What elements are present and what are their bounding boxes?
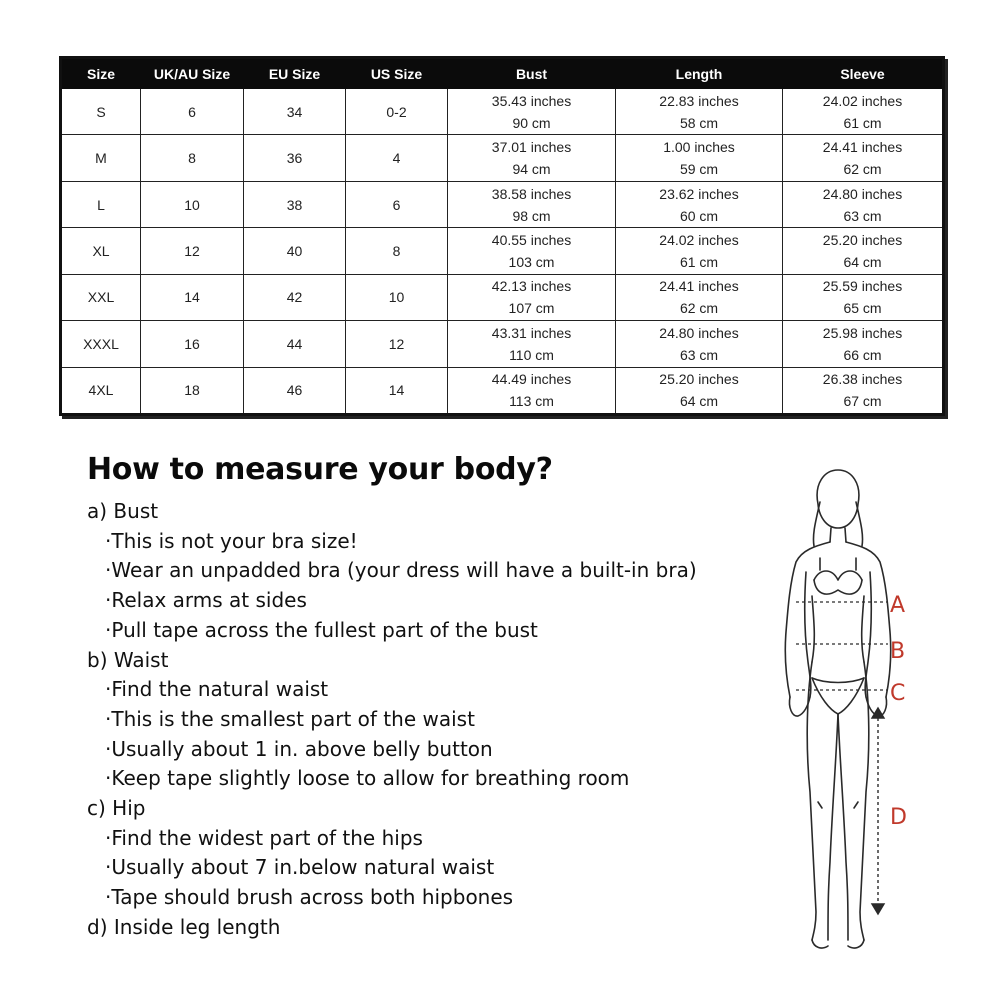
cell-bust-inches: 37.01 inches	[491, 139, 572, 156]
cell-us-size: 10	[346, 274, 448, 320]
cell-length-inches: 24.02 inches	[659, 231, 739, 248]
cell-eu-size: 40	[244, 228, 346, 274]
cell-us-size: 0-2	[346, 89, 448, 135]
label-d: D	[890, 805, 907, 830]
cell-uk-au-size: 8	[141, 135, 244, 181]
cell-length-cm: 64 cm	[679, 393, 719, 410]
cell-size: S	[61, 89, 141, 135]
cell-size: XL	[61, 228, 141, 274]
cell-eu-size: 46	[244, 367, 346, 414]
label-a: A	[890, 593, 906, 618]
guide-tip: ·Usually about 7 in.below natural waist	[105, 855, 495, 880]
table-row	[61, 135, 944, 181]
guide-tip: ·Usually about 1 in. above belly button	[105, 736, 493, 761]
guide-tip: ·Tape should brush across both hipbones	[105, 885, 514, 910]
guide-tip: ·This is not your bra size!	[105, 528, 358, 553]
guide-tip: ·This is the smallest part of the waist	[105, 706, 475, 731]
cell-uk-au-size: 12	[141, 228, 244, 274]
cell-bust	[448, 135, 616, 181]
cell-sleeve-cm: 67 cm	[843, 393, 882, 410]
cell-us-size: 4	[346, 135, 448, 181]
cell-us-size: 6	[346, 181, 448, 227]
guide-tip: ·Pull tape across the fullest part of the bust	[105, 617, 538, 642]
cell-eu-size: 44	[244, 321, 346, 367]
cell-sleeve	[783, 321, 944, 367]
cell-length-inches: 24.41 inches	[659, 278, 739, 295]
cell-bust-inches: 43.31 inches	[491, 324, 572, 341]
cell-sleeve	[783, 135, 944, 181]
size-chart-table	[59, 56, 945, 416]
cell-bust-cm: 113 cm	[509, 393, 554, 410]
cell-sleeve-inches: 26.38 inches	[822, 371, 903, 388]
cell-bust-cm: 98 cm	[512, 207, 551, 224]
cell-length-cm: 61 cm	[679, 253, 719, 270]
inseam-arrow	[872, 708, 884, 914]
table-header-row	[61, 58, 944, 89]
body-outline	[785, 470, 891, 948]
cell-sleeve	[783, 89, 944, 135]
cell-sleeve-cm: 62 cm	[843, 161, 882, 178]
cell-length	[616, 89, 783, 135]
measure-guide	[87, 452, 767, 943]
cell-bust-inches: 38.58 inches	[491, 185, 572, 202]
cell-sleeve	[783, 367, 944, 414]
cell-bust	[448, 367, 616, 414]
cell-uk-au-size: 16	[141, 321, 244, 367]
cell-sleeve	[783, 274, 944, 320]
header-us-size: US Size	[346, 58, 448, 89]
cell-us-size: 14	[346, 367, 448, 414]
cell-sleeve-inches: 25.20 inches	[822, 231, 903, 248]
cell-length-inches: 22.83 inches	[659, 92, 739, 109]
cell-size: 4XL	[61, 367, 141, 414]
cell-length-inches: 1.00 inches	[663, 139, 735, 156]
cell-bust	[448, 274, 616, 320]
cell-bust	[448, 321, 616, 367]
cell-bust	[448, 181, 616, 227]
label-b: B	[890, 639, 906, 664]
table-row	[61, 274, 944, 320]
header-eu-size: EU Size	[244, 58, 346, 89]
header-uk-au-size: UK/AU Size	[141, 58, 244, 89]
body-measurement-figure	[760, 462, 960, 952]
cell-length	[616, 181, 783, 227]
cell-size: M	[61, 135, 141, 181]
header-sleeve: Sleeve	[783, 58, 944, 89]
cell-length	[616, 228, 783, 274]
cell-bust-inches: 35.43 inches	[491, 92, 572, 109]
cell-length-inches: 23.62 inches	[659, 185, 739, 202]
cell-length-inches: 24.80 inches	[659, 324, 739, 341]
cell-size: XXXL	[61, 321, 141, 367]
cell-bust-cm: 94 cm	[512, 161, 551, 178]
guide-tip: ·Wear an unpadded bra (your dress will have a built-in bra)	[105, 558, 697, 583]
cell-sleeve-cm: 66 cm	[843, 346, 882, 363]
header-size: Size	[61, 58, 141, 89]
guide-tip: ·Find the widest part of the hips	[105, 825, 423, 850]
guide-section-label: d) Inside leg length	[87, 914, 281, 939]
cell-size: L	[61, 181, 141, 227]
cell-length	[616, 321, 783, 367]
cell-sleeve-inches: 25.98 inches	[822, 324, 903, 341]
cell-sleeve-cm: 64 cm	[843, 253, 882, 270]
cell-bust-cm: 90 cm	[512, 114, 551, 131]
table-row	[61, 367, 944, 414]
cell-length-cm: 59 cm	[679, 161, 719, 178]
cell-bust-inches: 42.13 inches	[491, 278, 572, 295]
cell-bust-inches: 44.49 inches	[491, 371, 572, 388]
cell-uk-au-size: 14	[141, 274, 244, 320]
cell-bust-cm: 103 cm	[508, 253, 555, 270]
cell-size: XXL	[61, 274, 141, 320]
cell-sleeve-inches: 25.59 inches	[822, 278, 903, 295]
cell-bust-inches: 40.55 inches	[491, 231, 572, 248]
cell-bust	[448, 228, 616, 274]
guide-title: How to measure your body?	[87, 452, 553, 487]
guide-section-label: c) Hip	[87, 796, 146, 821]
cell-length-cm: 62 cm	[679, 300, 719, 317]
table-row	[61, 321, 944, 367]
cell-uk-au-size: 18	[141, 367, 244, 414]
cell-eu-size: 34	[244, 89, 346, 135]
cell-length-cm: 58 cm	[679, 114, 719, 131]
label-c: C	[890, 681, 906, 706]
cell-uk-au-size: 10	[141, 181, 244, 227]
guide-section-label: b) Waist	[87, 647, 169, 672]
cell-eu-size: 38	[244, 181, 346, 227]
cell-us-size: 8	[346, 228, 448, 274]
cell-uk-au-size: 6	[141, 89, 244, 135]
cell-length	[616, 135, 783, 181]
guide-list	[87, 497, 767, 943]
guide-tip: ·Find the natural waist	[105, 677, 329, 702]
cell-sleeve-cm: 63 cm	[843, 207, 882, 224]
cell-sleeve	[783, 228, 944, 274]
cell-bust-cm: 110 cm	[509, 346, 554, 363]
cell-sleeve	[783, 181, 944, 227]
guide-section-label: a) Bust	[87, 499, 159, 523]
cell-length-cm: 60 cm	[679, 207, 719, 224]
guide-tip: ·Keep tape slightly loose to allow for breathing room	[105, 766, 630, 791]
cell-sleeve-cm: 61 cm	[843, 114, 882, 131]
cell-eu-size: 42	[244, 274, 346, 320]
cell-sleeve-inches: 24.80 inches	[822, 185, 903, 202]
cell-length	[616, 274, 783, 320]
cell-bust	[448, 89, 616, 135]
guide-tip: ·Relax arms at sides	[105, 588, 307, 613]
cell-sleeve-inches: 24.41 inches	[822, 139, 903, 156]
cell-bust-cm: 107 cm	[508, 300, 555, 317]
cell-length-cm: 63 cm	[679, 346, 719, 363]
table-row	[61, 181, 944, 227]
cell-sleeve-inches: 24.02 inches	[822, 92, 903, 109]
table-row	[61, 89, 944, 135]
cell-us-size: 12	[346, 321, 448, 367]
cell-sleeve-cm: 65 cm	[843, 300, 882, 317]
header-bust: Bust	[448, 58, 616, 89]
cell-length	[616, 367, 783, 414]
header-length: Length	[616, 58, 783, 89]
table-row	[61, 228, 944, 274]
cell-length-inches: 25.20 inches	[659, 371, 739, 388]
cell-eu-size: 36	[244, 135, 346, 181]
